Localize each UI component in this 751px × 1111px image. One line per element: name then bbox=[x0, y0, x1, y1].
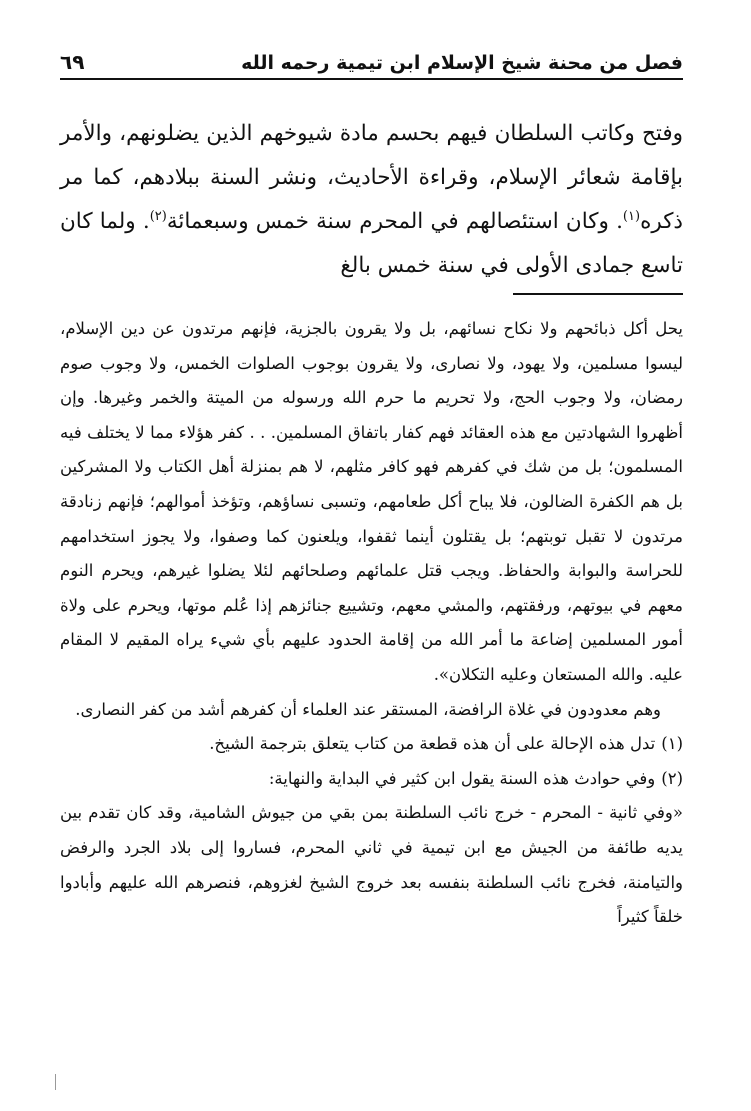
main-paragraph-part-3: . ولما كان تاسع جمادى الأولى في سنة خمس بالغ bbox=[60, 209, 683, 278]
footnote-1-text: تدل هذه الإحالة على أن هذه قطعة من كتاب يتعلق بترجمة الشيخ. bbox=[209, 734, 656, 754]
footnote-2-quote: «وفي ثانية - المحرم - خرج نائب السلطنة بمن بقي من جيوش الشامية، وقد كان تقدم بين يديه طائفة من الجيش مع ابن تيمية في ثاني المحرم، فساروا إلى بلاد الجرد والرفض والتيامنة، فخرج نائب السلطنة بنفسه بعد خروج الشيخ لغزوهم، فنصرهم الله عليهم وأبادوا خلقاً كثيراً bbox=[60, 803, 683, 927]
footnote-1-marker: (١) bbox=[661, 734, 683, 754]
footnote-note-paragraph: وهم معدودون في غلاة الرافضة، المستقر عند العلماء أن كفرهم أشد من كفر النصارى. bbox=[75, 699, 661, 719]
running-title: فصل من محنة شيخ الإسلام ابن تيمية رحمه الله bbox=[241, 52, 683, 74]
main-paragraph bbox=[60, 112, 683, 288]
footnote-2-marker: (٢) bbox=[661, 768, 683, 788]
footnotes-section bbox=[60, 312, 683, 935]
footnote-1 bbox=[60, 727, 683, 762]
main-text bbox=[60, 112, 683, 288]
footnote-2 bbox=[60, 762, 683, 797]
main-paragraph-part-1: وفتح وكاتب السلطان فيهم بحسم مادة شيوخهم الذين يضلونهم، والأمر بإقامة شعائر الإسلام، وقراءة الأحاديث، ونشر السنة ببلادهم، كما مر ذكره bbox=[60, 121, 683, 234]
page-number: ٦٩ bbox=[60, 50, 85, 74]
scan-mark bbox=[55, 1074, 56, 1090]
footnote-2-text: وفي حوادث هذه السنة يقول ابن كثير في البداية والنهاية: bbox=[268, 768, 656, 788]
footnote-reference-2: (٢) bbox=[149, 208, 167, 224]
footnote-reference-1: (١) bbox=[622, 208, 641, 224]
footnote-separator bbox=[513, 293, 683, 295]
main-paragraph-part-2: . وكان استئصالهم في المحرم سنة خمس وسبعمائة bbox=[166, 209, 623, 234]
running-header bbox=[60, 46, 683, 80]
footnote-continuation: يحل أكل ذبائحهم ولا نكاح نسائهم، بل ولا يقرون بالجزية، فإنهم مرتدون عن دين الإسلام، ليسوا مسلمين، ولا يهود، ولا نصارى، ولا يقرون بوجوب الصلوات الخمس، ولا وجوب صوم رمضان، ولا وجوب الحج، ولا تحريم ما حرم الله ورسوله من الميتة والخمر وغيرها. وإن أظهروا الشهادتين مع هذه العقائد فهم كفار باتفاق المسلمين. . . كفر هؤلاء مما لا يختلف فيه المسلمون؛ بل من شك في كفرهم فهو كافر مثلهم، لا هم بمنزلة أهل الكتاب ولا المشركين بل هم الكفرة الضالون، فلا يباح أكل طعامهم، وتسبى نساؤهم، وتؤخذ أموالهم؛ فإنهم زنادقة مرتدون لا تقبل توبتهم؛ بل يقتلون أينما ثقفوا، ويلعنون كما وصفوا، ولا يجوز استخدامهم للحراسة والبوابة والحفاظ. ويجب قتل علمائهم وصلحائهم لئلا يضلوا غيرهم، ويحرم النوم معهم في بيوتهم، ورفقتهم، والمشي معهم، وتشييع جنائزهم إذا عُلم موتها، ويحرم على ولاة أمور المسلمين إضاعة ما أمر الله من إقامة الحدود عليهم بأي شيء يراه المقيم لا المقام عليه. والله المستعان وعليه التكلان». bbox=[60, 319, 683, 684]
